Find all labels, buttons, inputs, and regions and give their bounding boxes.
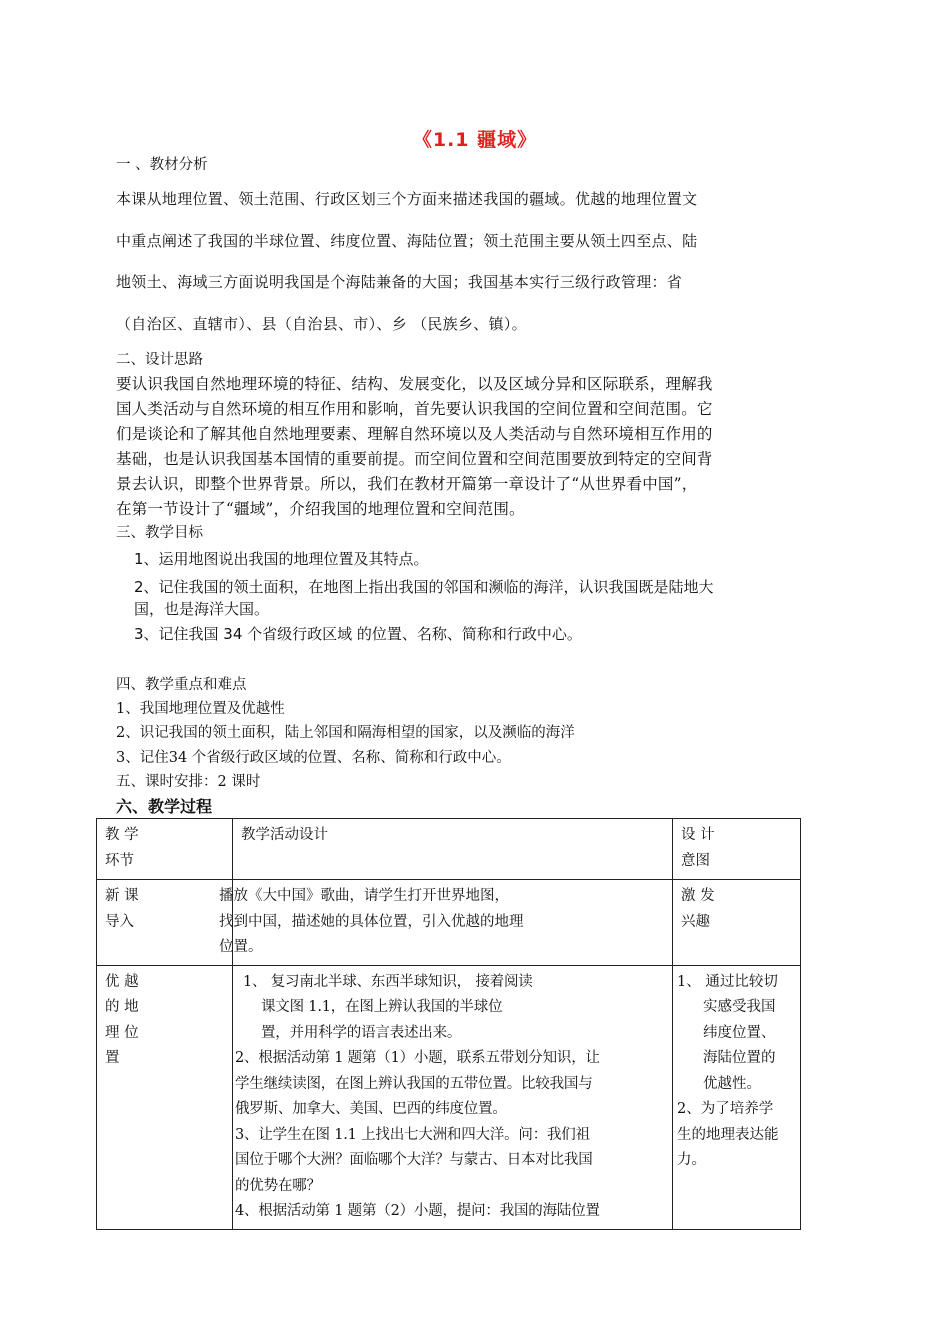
section-3-heading: 三、教学目标 (116, 525, 203, 541)
section-1-line: 中重点阐述了我国的半球位置、纬度位置、海陆位置；领土范围主要从领土四至点、陆 (116, 232, 698, 250)
section-2-line: 们是谈论和了解其他自然地理要素、理解自然环境以及人类活动与自然环境相互作用的 (116, 425, 713, 443)
section-1-line: 本课从地理位置、领土范围、行政区划三个方面来描述我国的疆域。优越的地理位置文 (116, 190, 698, 208)
section-1-line: （自治区、直辖市）、县（自治县、市）、乡 （民族乡、镇）。 (116, 315, 527, 333)
teaching-process-table (96, 818, 801, 1230)
table-cell: 1、 复习南北半球、东西半球知识， 接着阅读 课文图 1.1，在图上辨认我国的半球位 置，并用科学的语言表述出来。 2、根据活动第 1 题第（1）小题，联系五带划分知识，让 学生继续读图，在图上辨认我国的五带位置。比较我国与 俄罗斯、加拿大、美国、巴西的纬度位置。 3、让学生在图 1.1 上找出七大洲和四大洋。问：我们祖 国位于哪个大洲？面临哪个大洋？与蒙古、日本对比我国 的优势在哪？ 4、根据活动第 1 题第（2）小题，提问：我国的海陆位置 (233, 965, 673, 1229)
table-cell: 教学活动设计 (233, 819, 673, 880)
table-cell: 教 学 环节 (97, 819, 233, 880)
section-2-line: 基础，也是认识我国基本国情的重要前提。而空间位置和空间范围要放到特定的空间背 (116, 450, 713, 468)
section-2-line: 景去认识，即整个世界背景。所以，我们在教材开篇第一章设计了“从世界看中国”， (116, 475, 698, 493)
section-2-line: 要认识我国自然地理环境的特征、结构、发展变化，以及区域分异和区际联系，理解我 (116, 375, 713, 393)
section-6-heading: 六、教学过程 (116, 797, 213, 816)
table-row (97, 965, 801, 1229)
section-1-line: 地领土、海域三方面说明我国是个海陆兼备的大国；我国基本实行三级行政管理：省 (116, 273, 683, 291)
goal-item: 2、记住我国的领土面积，在地图上指出我国的邻国和濒临的海洋，认识我国既是陆地大 (134, 578, 714, 596)
table-cell: 激 发 兴趣 (673, 880, 801, 966)
goal-item: 国，也是海洋大国。 (134, 600, 270, 618)
document-title: 《1.1 疆域》 (412, 129, 538, 151)
table-cell: 优 越 的 地 理 位 置 (97, 965, 233, 1229)
table-cell: 播放《大中国》歌曲，请学生打开世界地图， 找到中国，描述她的具体位置，引入优越的地理 位置。 (233, 880, 673, 966)
key-point: 3、记住34 个省级行政区域的位置、名称、简称和行政中心。 (116, 750, 511, 766)
table-cell: 设 计 意图 (673, 819, 801, 880)
key-point: 2、识记我国的领土面积，陆上邻国和隔海相望的国家，以及濒临的海洋 (116, 725, 575, 741)
table-row (97, 880, 801, 966)
class-hours: 五、课时安排：2 课时 (116, 774, 261, 790)
goal-item: 1、运用地图说出我国的地理位置及其特点。 (134, 550, 429, 568)
section-2-heading: 二、设计思路 (116, 352, 203, 368)
key-point: 1、我国地理位置及优越性 (116, 701, 285, 717)
table-header-row (97, 819, 801, 880)
table-cell: 新 课 导入 (97, 880, 233, 966)
section-2-line: 国人类活动与自然环境的相互作用和影响，首先要认识我国的空间位置和空间范围。它 (116, 400, 713, 418)
goal-item: 3、记住我国 34 个省级行政区域 的位置、名称、简称和行政中心。 (134, 625, 582, 643)
table-cell: 1、 通过比较切 实感受我国 纬度位置、 海陆位置的 优越性。 2、为了培养学 生的地理表达能 力。 (673, 965, 801, 1229)
section-4-heading: 四、教学重点和难点 (116, 677, 247, 693)
section-2-line: 在第一节设计了“疆域”，介绍我国的地理位置和空间范围。 (116, 500, 525, 518)
section-1-heading: 一 、教材分析 (116, 157, 208, 173)
